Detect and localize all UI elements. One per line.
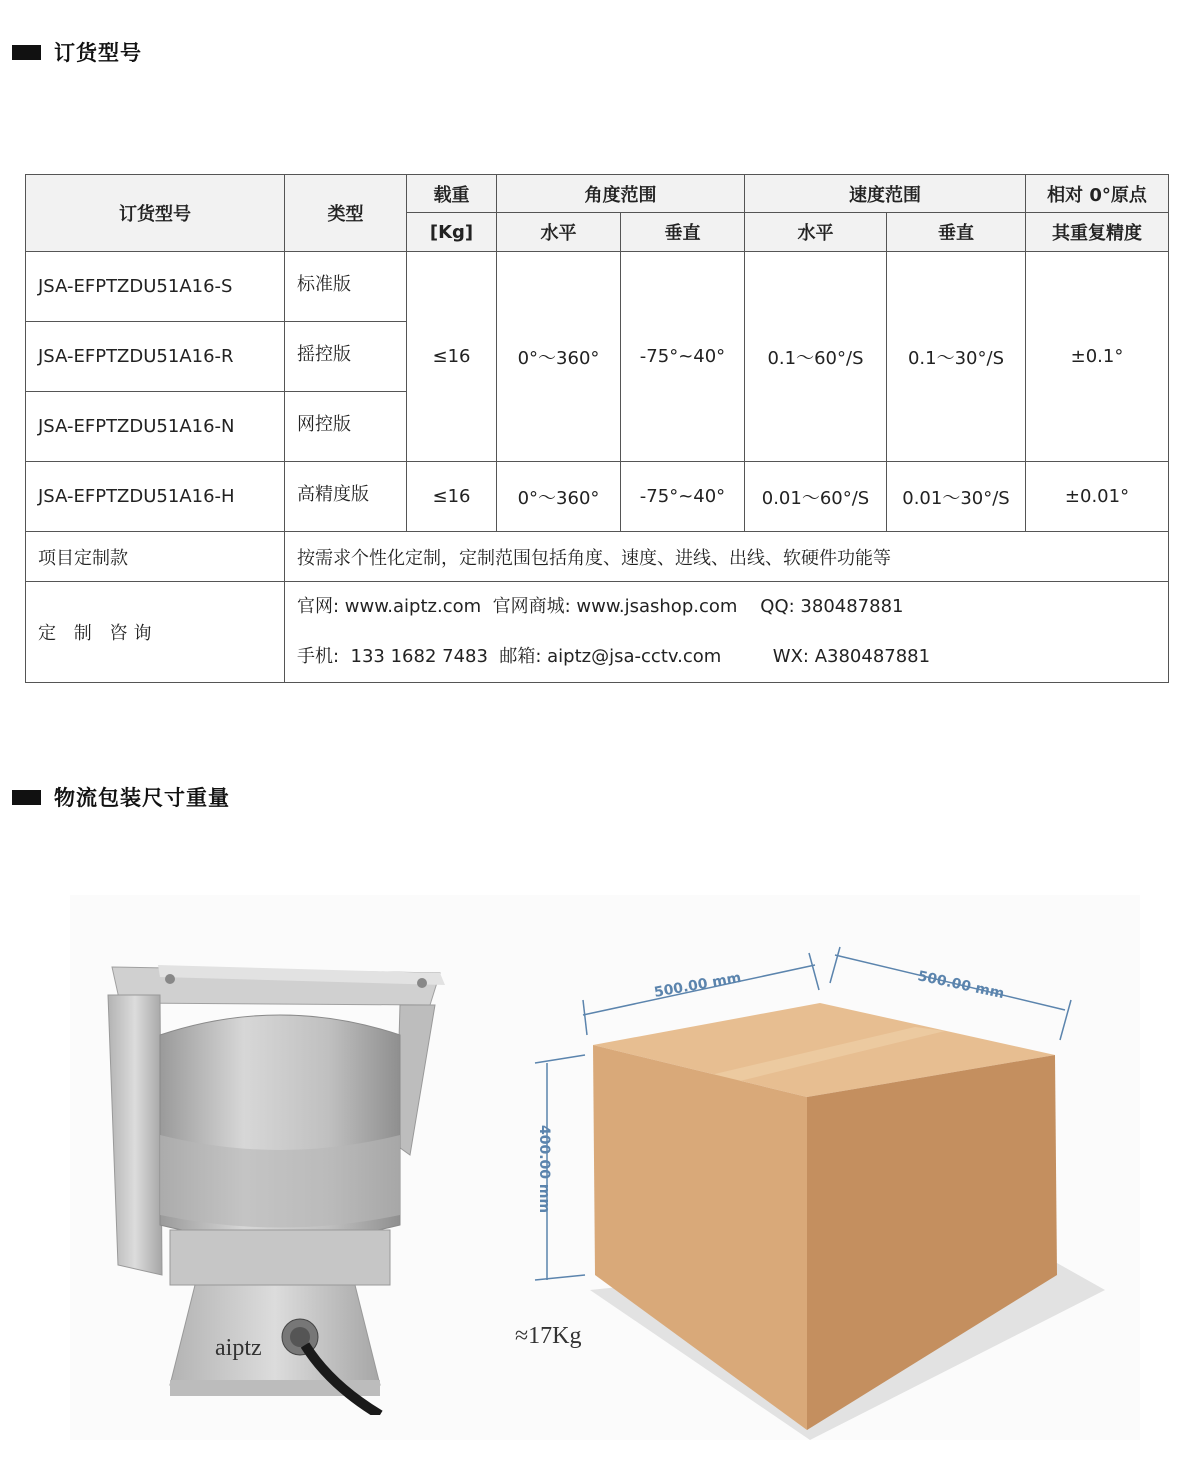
header-angle-vertical: 垂直: [621, 213, 745, 252]
header-type: 类型: [285, 175, 407, 252]
type-cell: 标准版: [285, 252, 407, 322]
section-heading-order: [12, 37, 142, 67]
precision-cell: ±0.1°: [1026, 252, 1169, 462]
table-row: [26, 462, 1169, 532]
table-row: [26, 252, 1169, 322]
speed-vertical-cell: 0.01～30°/S: [887, 462, 1026, 532]
header-angle-range: 角度范围: [497, 175, 745, 213]
load-cell: ≤16: [407, 252, 497, 462]
model-cell: JSA-EFPTZDU51A16-R: [26, 322, 285, 392]
box-front-face: [593, 1045, 807, 1430]
section-title: 物流包装尺寸重量: [54, 786, 230, 810]
camera-brand-label: aiptz: [215, 1335, 262, 1361]
speed-vertical-cell: 0.1～30°/S: [887, 252, 1026, 462]
precision-cell: ±0.01°: [1026, 462, 1169, 532]
header-load: 载重: [407, 175, 497, 213]
consult-info: [285, 582, 1169, 683]
angle-vertical-cell: -75°~40°: [621, 462, 745, 532]
type-cell: 网控版: [285, 392, 407, 462]
header-speed-horizontal: 水平: [745, 213, 887, 252]
box-height-dimension: 400.00 mm: [536, 1125, 552, 1214]
box-depth-dimension: 500.00 mm: [916, 968, 1006, 1003]
box-width-dimension: 500.00 mm: [652, 969, 743, 1001]
header-precision: 相对 0°原点: [1026, 175, 1169, 213]
header-model: 订货型号: [26, 175, 285, 252]
ptz-camera-image: [100, 965, 445, 1415]
model-cell: JSA-EFPTZDU51A16-N: [26, 392, 285, 462]
custom-row: [26, 532, 1169, 582]
header-load-unit: [Kg]: [407, 213, 497, 252]
heading-marker: [12, 45, 41, 60]
header-precision-line2: 其重复精度: [1026, 213, 1169, 252]
package-weight: ≈17Kg: [515, 1323, 582, 1349]
load-cell: ≤16: [407, 462, 497, 532]
consult-row: [26, 582, 1169, 683]
consult-line-phone: 手机: 133 1682 7483 邮箱: aiptz@jsa-cctv.com WX: A380487881: [297, 646, 931, 667]
header-angle-horizontal: 水平: [497, 213, 621, 252]
section-title: 订货型号: [54, 41, 142, 65]
package-box-image: [505, 935, 1125, 1440]
order-table: [25, 174, 1169, 683]
angle-horizontal-cell: 0°～360°: [497, 462, 621, 532]
model-cell: JSA-EFPTZDU51A16-S: [26, 252, 285, 322]
custom-text: 按需求个性化定制，定制范围包括角度、速度、进线、出线、软硬件功能等: [285, 532, 1169, 582]
angle-vertical-cell: -75°~40°: [621, 252, 745, 462]
angle-horizontal-cell: 0°～360°: [497, 252, 621, 462]
model-cell: JSA-EFPTZDU51A16-H: [26, 462, 285, 532]
type-cell: 摇控版: [285, 322, 407, 392]
consult-line-web: 官网: www.aiptz.com 官网商城: www.jsashop.com QQ: 380487881: [297, 596, 904, 617]
speed-horizontal-cell: 0.01～60°/S: [745, 462, 887, 532]
type-cell: 高精度版: [285, 462, 407, 532]
consult-label: 定 制 咨询: [26, 582, 285, 683]
section-heading-package: [12, 782, 230, 812]
speed-horizontal-cell: 0.1～60°/S: [745, 252, 887, 462]
header-speed-vertical: 垂直: [887, 213, 1026, 252]
header-speed-range: 速度范围: [745, 175, 1026, 213]
custom-label: 项目定制款: [26, 532, 285, 582]
heading-marker: [12, 790, 41, 805]
